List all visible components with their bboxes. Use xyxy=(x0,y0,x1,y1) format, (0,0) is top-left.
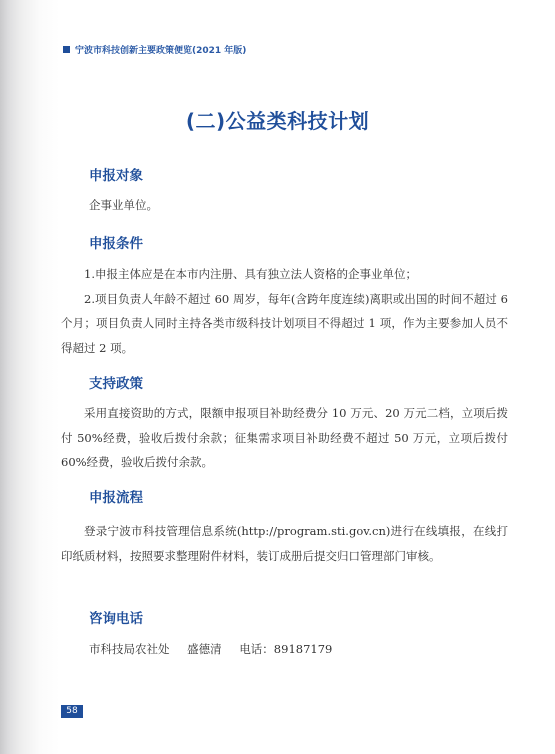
header-square-icon xyxy=(63,46,70,53)
contact-line xyxy=(89,641,346,657)
section-heading-process: 申报流程 xyxy=(89,490,143,506)
page-number: 58 xyxy=(61,705,83,718)
section-heading-target: 申报对象 xyxy=(89,168,143,184)
section-heading-contact: 咨询电话 xyxy=(89,611,143,627)
section-heading-policy: 支持政策 xyxy=(89,376,143,392)
conditions-item-1: 1.申报主体应是在本市内注册、具有独立法人资格的企事业单位； xyxy=(84,267,417,281)
process-paragraph: 登录宁波市科技管理信息系统(http://program.sti.gov.cn)进行在线填报，在线打印纸质材料，按照要求整理附件材料，装订成册后提交归口管理部门审核。 xyxy=(61,524,508,563)
policy-paragraph: 采用直接资助的方式，限额申报项目补助经费分 10 万元、20 万元二档，立项后拨付 50%经费，验收后拨付余款；征集需求项目补助经费不超过 50 万元，立项后拨付 60%经费，验收后拨付余款。 xyxy=(61,406,508,469)
page-title: (二)公益类科技计划 xyxy=(185,109,370,133)
process-text xyxy=(61,519,508,568)
header-text: 宁波市科技创新主要政策便览(2021 年版) xyxy=(75,46,247,56)
running-header xyxy=(63,43,246,56)
target-body: 企事业单位。 xyxy=(89,198,158,212)
policy-text xyxy=(61,401,508,475)
section-heading-conditions: 申报条件 xyxy=(89,236,143,252)
contact-office: 市科技局农社处 xyxy=(89,642,170,656)
conditions-item-2: 2.项目负责人年龄不超过 60 周岁，每年(含跨年度连续)离职或出国的时间不超过 6 个月；项目负责人同时主持各类市级科技计划项目不得超过 1 项，作为主要参加人员不得超过 2 项。 xyxy=(61,291,508,355)
conditions-text xyxy=(61,262,508,360)
contact-phone: 电话：89187179 xyxy=(239,642,333,656)
contact-person: 盛德清 xyxy=(187,642,222,656)
